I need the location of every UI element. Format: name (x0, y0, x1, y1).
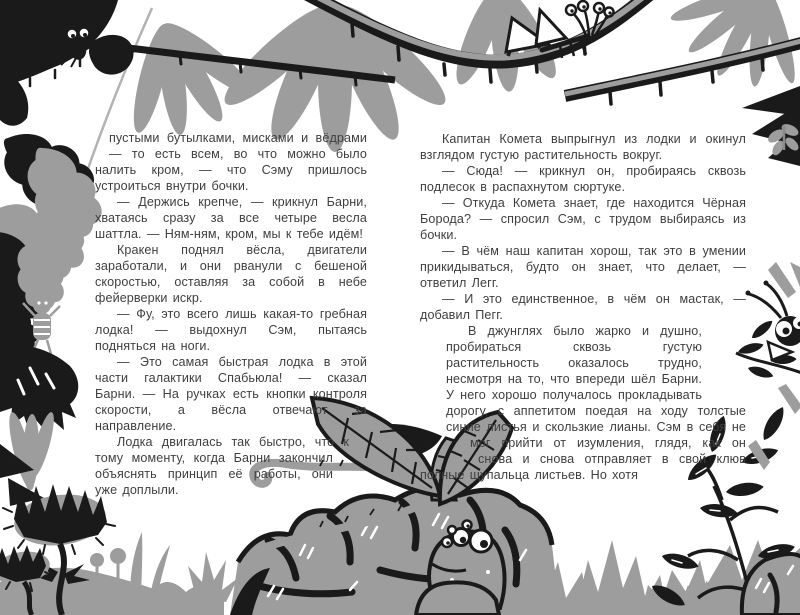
paragraph: — Сюда! — крикнул он, пробираясь сквозь подлесок в распахнутом сюртуке. (420, 164, 746, 194)
wrap-spacer (420, 435, 470, 451)
rock-pile (230, 488, 560, 615)
paragraph: Кракен поднял вёсла, двигатели заработали, и они рванули с бешеной скоростью, оставляя за собой в небе фейерверки искр. (95, 243, 367, 305)
left-page-text (95, 130, 367, 498)
left-dark-foliage (0, 344, 78, 506)
paragraph: — Держись крепче, — крикнул Барни, хватаясь сразу за все четыре весла шаттла. — Ням-ням, кром, мы к тебе идём! (95, 195, 367, 241)
wrap-spacer (333, 450, 367, 482)
paragraph: — Это самая быстрая лодка в этой части галактики Спабьюла! — сказал Барни. — На ручках есть кнопки контроля скорости, а вёсла отвечают за направление. (95, 355, 367, 433)
paragraph: — Фу, это всего лишь какая-то гребная лодка! — выдохнул Сэм, пытаясь подняться на ноги. (95, 307, 367, 353)
paragraph: пустыми бутылками, мисками и вёдрами — то есть всем, во что можно было налить кром, — что Сэму пришлось устроиться внутри бочки. (95, 131, 367, 193)
paragraph: Лодка двигалась так быстро, что к тому моменту, когда Барни закончил объяснять принцип её работы, они уже доплыли. (95, 435, 349, 497)
wrap-spacer (349, 434, 367, 450)
wrap-spacer (95, 130, 109, 162)
paragraph: В джунглях было жарко и душно, пробираться сквозь густую растительность оказалось трудно, несмотря на то, что впереди шёл Барни. У него хорошо получалось прокладывать дорогу, с аппетитом поедая на ходу толстые синие листья и скользкие лианы. Сэм в себя не мог прийти от изумления, глядя, как он снова и снова отправляет в свой клюв полные щупальца листьев. Но хотя (420, 324, 746, 482)
paragraph: — Откуда Комета знает, где находится Чёрная Борода? — спросил Сэм, с трудом выбираясь из бочки. (420, 196, 746, 242)
right-page-text (420, 131, 746, 483)
wrap-spacer (702, 337, 746, 401)
paragraph: Капитан Комета выпрыгнул из лодки и окинул взглядом густую растительность вокруг. (420, 132, 746, 162)
mossy-vine-right (565, 40, 800, 104)
wrap-spacer (420, 451, 478, 467)
paragraph: — И это единственное, в чём он мастак, — добавил Пегг. (420, 292, 746, 322)
grass-blades (118, 532, 238, 615)
wrap-spacer (420, 419, 446, 435)
paragraph: — В чём наш капитан хорош, так это в умении прикидываться, будто он знает, что делает, — ответил Легг. (420, 244, 746, 290)
